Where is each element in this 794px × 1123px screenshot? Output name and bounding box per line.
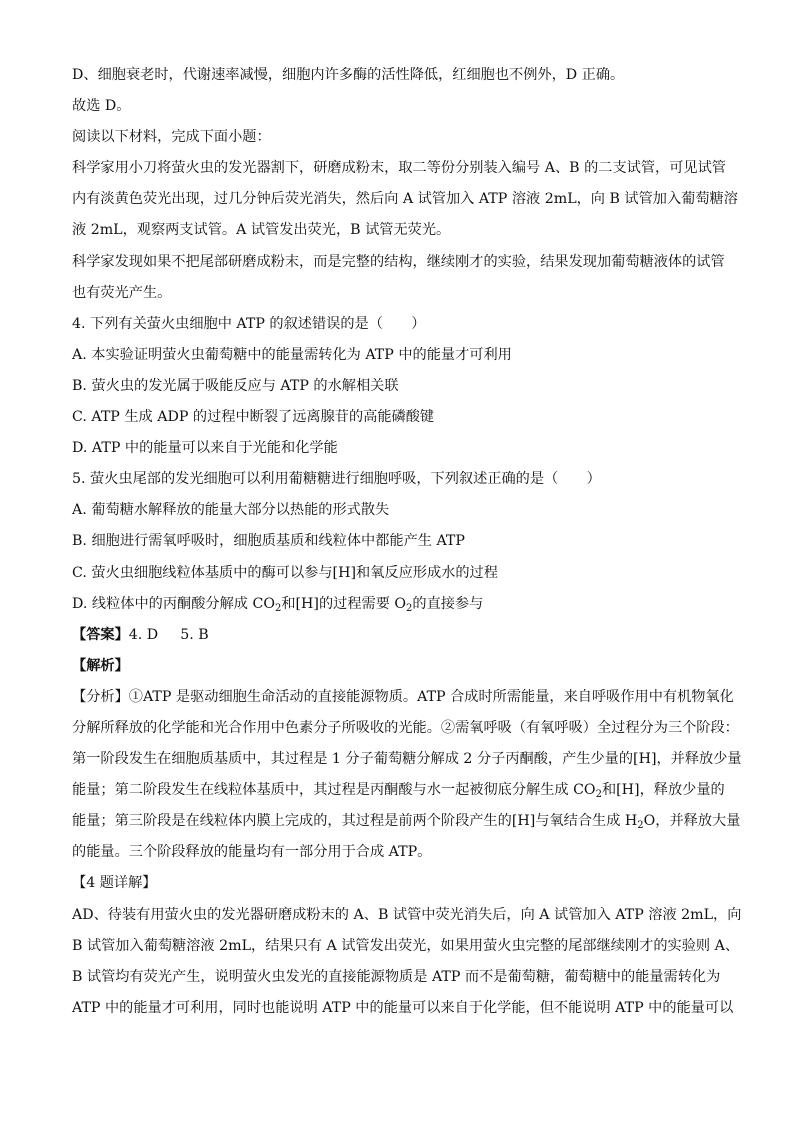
question-4-stem: 4. 下列有关萤火虫细胞中 ATP 的叙述错误的是（ ）: [72, 315, 426, 332]
text-line: D、细胞衰老时，代谢速率减慢，细胞内许多酶的活性降低，红细胞也不例外，D 正确。: [72, 67, 625, 83]
question-4-option-a: A. 本实验证明萤火虫葡萄糖中的能量需转化为 ATP 中的能量才可利用: [72, 346, 512, 363]
analysis-line: [72, 806, 741, 837]
analysis-line: 的能量。三个阶段释放的能量均有一部分用于合成 ATP。: [72, 844, 432, 861]
text-line: 故选 D。: [72, 98, 131, 115]
analysis-line: [72, 775, 728, 806]
subscript: 2: [595, 789, 602, 801]
answer-line: [72, 620, 728, 651]
question-4-option-c: C. ATP 生成 ADP 的过程中断裂了远离腺苷的高能磷酸键: [72, 409, 435, 426]
subscript: 2: [406, 602, 413, 614]
question-5-option-c: C. 萤火虫细胞线粒体基质中的酶可以参与[H]和氧反应形成水的过程: [72, 564, 498, 581]
text-segment: 和[H]，释放少量的: [601, 782, 725, 799]
material-line: 科学家用小刀将萤火虫的发光器割下，研磨成粉末，取二等份分别装入编号 A、B 的二支试管，可见试管: [72, 160, 726, 177]
answer-label: 【答案】: [72, 626, 129, 643]
question-5-option-d: [72, 589, 728, 620]
page-content: [72, 60, 742, 1024]
text-segment: 能量；第三阶段是在线粒体内膜上完成的，其过程是前两个阶段产生的[H]与氧结合生成 H: [72, 813, 638, 830]
detail-line: B 试管加入葡萄糖溶液 2mL，结果只有 A 试管发出荧光，如果用萤火虫完整的尾部继续刚才的实验则 A、: [72, 937, 740, 954]
text-segment: 能量；第二阶段发生在线粒体基质中，其过程是丙酮酸与水一起被彻底分解生成 CO: [72, 782, 596, 799]
answer-4: 4. D: [128, 626, 159, 643]
question-5-option-a: A. 葡萄糖水解释放的能量大部分以热能的形式散失: [72, 502, 390, 519]
analysis-line: 【分析】①ATP 是驱动细胞生命活动的直接能源物质。ATP 合成时所需能量，来自呼吸作用中有机物氧化: [72, 688, 734, 705]
text-segment: O，并释放大量: [643, 813, 741, 830]
detail-line: B 试管均有荧光产生，说明萤火虫发光的直接能源物质是 ATP 而不是葡萄糖，葡萄糖中的能量需转化为: [72, 968, 721, 985]
material-line: 科学家发现如果不把尾部研磨成粉末，而是完整的结构，继续刚才的实验，结果发现加葡萄糖液体的试管: [72, 253, 725, 270]
question-4-option-b: B. 萤火虫的发光属于吸能反应与 ATP 的水解相关联: [72, 377, 399, 394]
material-line: 也有荧光产生。: [72, 284, 172, 301]
material-line: 液 2mL，观察两支试管。A 试管发出荧光，B 试管无荧光。: [72, 222, 451, 239]
analysis-heading: 【解析】: [72, 657, 129, 674]
question-4-option-d: D. ATP 中的能量可以来自于光能和化学能: [72, 440, 338, 457]
subscript: 2: [637, 820, 644, 832]
text-line: 阅读以下材料，完成下面小题：: [72, 129, 271, 146]
answer-5: 5. B: [180, 626, 209, 643]
detail-line: AD、待装有用萤火虫的发光器研磨成粉末的 A、B 试管中荧光消失后，向 A 试管加入 ATP 溶液 2mL，向: [72, 906, 742, 923]
analysis-line: 分解所释放的化学能和光合作用中色素分子所吸收的光能。②需氧呼吸（有氧呼吸）全过程分为三个阶段：: [72, 719, 739, 736]
text-segment: 和[H]的过程需要 O: [281, 595, 407, 612]
detail-heading-4: 【4 题详解】: [72, 875, 157, 892]
material-line: 内有淡黄色荧光出现，过几分钟后荧光消失，然后向 A 试管加入 ATP 溶液 2mL，向 B 试管加入葡萄糖溶: [72, 191, 738, 208]
subscript: 2: [274, 602, 282, 614]
question-5-stem: 5. 萤火虫尾部的发光细胞可以利用葡糖糖进行细胞呼吸，下列叙述正确的是（ ）: [72, 471, 601, 488]
question-5-option-b: B. 细胞进行需氧呼吸时，细胞质基质和线粒体中都能产生 ATP: [72, 533, 465, 550]
analysis-line: 第一阶段发生在细胞质基质中，其过程是 1 分子葡萄糖分解成 2 分子丙酮酸，产生少量的[H]，并释放少量: [72, 751, 742, 768]
text-segment: D. 线粒体中的丙酮酸分解成 CO: [72, 595, 275, 612]
detail-line: ATP 中的能量才可利用，同时也能说明 ATP 中的能量可以来自于化学能，但不能说明 ATP 中的能量可以: [72, 999, 734, 1016]
text-segment: 的直接参与: [412, 595, 484, 612]
